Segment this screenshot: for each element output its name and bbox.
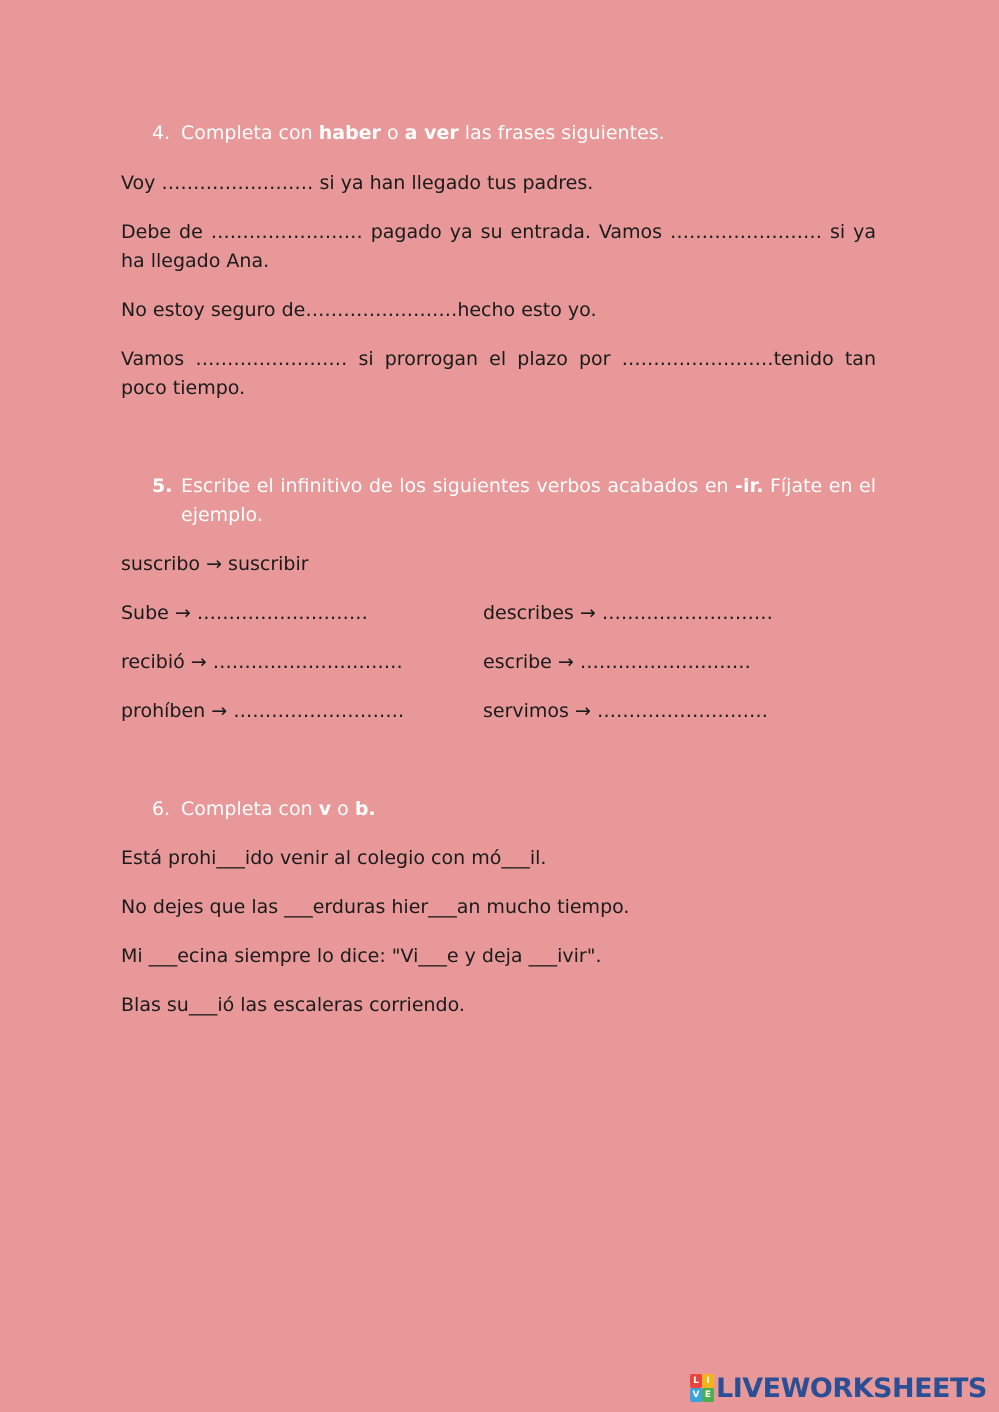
section-5-item: prohíben → ……………………… bbox=[121, 700, 405, 722]
section-4-instruction: Completa con haber o a ver las frases siguientes. bbox=[181, 122, 665, 144]
section-5-item: escribe → ……………………… bbox=[483, 651, 751, 673]
section-5-header bbox=[0, 472, 999, 530]
section-4-sentence-4: Vamos …………………… si prorrogan el plazo por ……………………tenido tan poco tiempo. bbox=[121, 348, 876, 399]
section-6-number: 6. bbox=[152, 798, 171, 820]
section-4-sentence-3: No estoy seguro de……………………hecho esto yo. bbox=[121, 299, 597, 321]
section-4-header bbox=[0, 119, 999, 148]
section-5-example: suscribo → suscribir bbox=[121, 553, 309, 575]
section-5-item: describes → ……………………… bbox=[483, 602, 773, 624]
logo-letter: L bbox=[690, 1374, 702, 1388]
section-4-number: 4. bbox=[152, 122, 171, 144]
section-5-item: recibió → ………………………… bbox=[121, 651, 403, 673]
logo-letter: V bbox=[690, 1388, 702, 1402]
logo-letter: E bbox=[702, 1388, 714, 1402]
section-6-header bbox=[0, 795, 999, 824]
liveworksheets-logo bbox=[690, 1372, 987, 1404]
section-6-sentence-3: Mi ___ecina siempre lo dice: "Vi___e y deja ___ivir". bbox=[121, 945, 602, 967]
liveworksheets-logo-icon bbox=[690, 1374, 714, 1402]
logo-letter: I bbox=[702, 1374, 714, 1388]
section-5-number: 5. bbox=[152, 475, 173, 497]
section-6-sentence-4: Blas su___ió las escaleras corriendo. bbox=[121, 994, 465, 1016]
section-5-item: Sube → ……………………… bbox=[121, 602, 368, 624]
section-4-sentence-2: Debe de …………………… pagado ya su entrada. Vamos …………………… si ya ha llegado Ana. bbox=[121, 221, 876, 272]
section-5-item: servimos → ……………………… bbox=[483, 700, 768, 722]
liveworksheets-logo-text: LIVEWORKSHEETS bbox=[716, 1372, 987, 1404]
section-6-sentence-1: Está prohi___ido venir al colegio con mó___il. bbox=[121, 847, 547, 869]
section-6-sentence-2: No dejes que las ___erduras hier___an mucho tiempo. bbox=[121, 896, 630, 918]
section-4-sentence-1: Voy …………………… si ya han llegado tus padres. bbox=[121, 172, 594, 194]
section-5-instruction: Escribe el infinitivo de los siguientes verbos acabados en -ir. Fíjate en el ejemplo. bbox=[181, 475, 876, 526]
section-6-instruction: Completa con v o b. bbox=[181, 798, 376, 820]
